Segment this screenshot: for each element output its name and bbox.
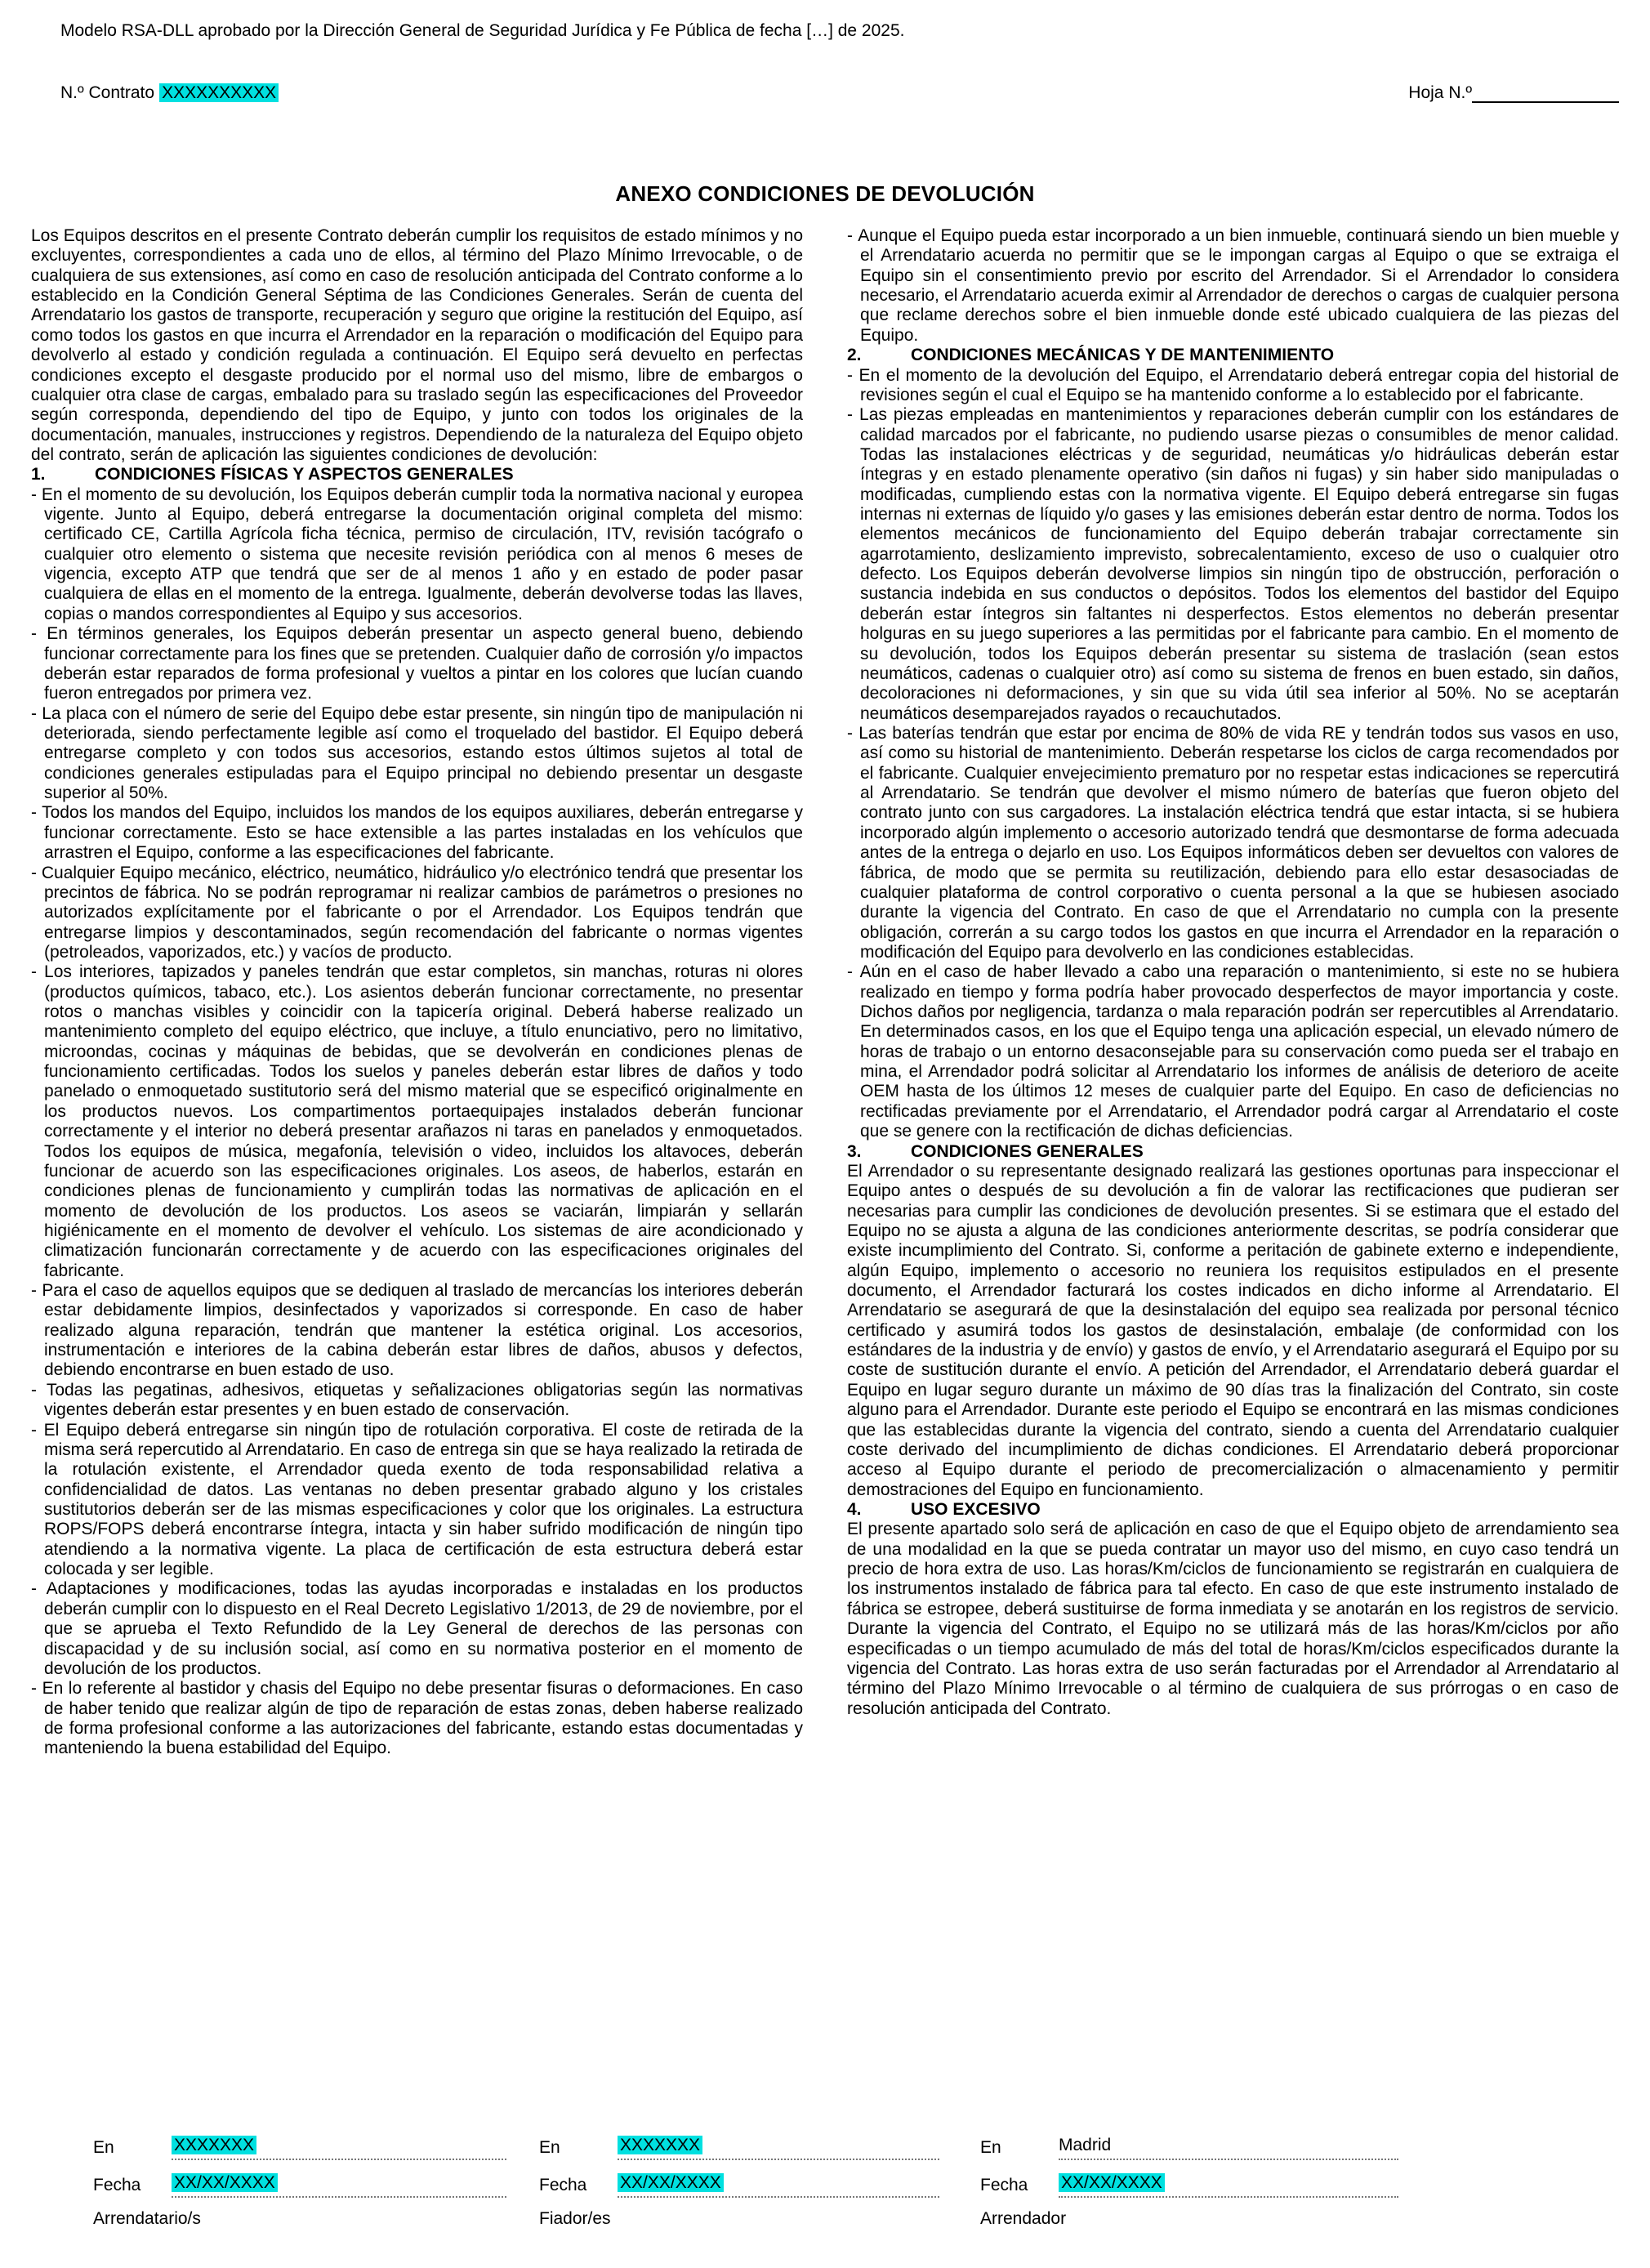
sig-date-line <box>1059 2173 1398 2198</box>
sig-place-label: En <box>980 2138 1001 2157</box>
clause-item: - Todas las pegatinas, adhesivos, etiquetas y señalizaciones obligatorias según las normativas vigentes deberán estar presentes y en buen estado de conservación. <box>31 1381 803 1421</box>
sig-place-row <box>539 2123 939 2160</box>
clause-item: - Los interiores, tapizados y paneles tendrán que estar completos, sin manchas, roturas ni olores (productos químicos, tabaco, etc.). Los asientos deberán funcionar correctamente, no presentar rotos o manchas visibles y coincidir con la tapicería original. Deberá haberse realizado un mantenimiento completo del equipo eléctrico, que incluye, a título enunciativo, pero no limitativo, microondas, cocinas y máquinas de bebidas, que se devolverán en condiciones plenas de funcionamiento certificadas. Todos los suelos y paneles deberán estar libres de daños y todo panelado o enmoquetado sustitutorio será del mismo material que se especificó originalmente en los productos nuevos. Los compartimentos portaequipajes instalados deberán funcionar correctamente y el interior no deberá presentar arañazos ni taras en panelados y enmoquetados. Todos los equipos de música, megafonía, televisión o video, incluidos los altavoces, deberán funcionar de acuerdo son las especificaciones originales. Los aseos, de haberlos, estarán en condiciones plenas de funcionamiento y cumplirán todas las normativas de aplicación en el momento de devolución de los productos. Los aseos se vaciarán, limpiarán y sellarán higiénicamente en el momento de devolver el vehículo. Los sistemas de aire acondicionado y climatización funcionarán correctamente y de acuerdo con las especificaciones originales del fabricante. <box>31 962 803 1281</box>
section-number: 1. <box>31 465 46 484</box>
sig-place-row <box>980 2123 1398 2160</box>
sig-place-line <box>618 2136 939 2160</box>
clause-item: - La placa con el número de serie del Equipo debe estar presente, sin ningún tipo de manipulación ni deteriorada, siendo perfectamente legible así como el troquelado del bastidor. El Equipo deberá entregarse completo y con todos sus accesorios, estando estos últimos sujetos al total de condiciones generales estipuladas para el Equipo principal no debiendo presentar un desgaste superior al 50%. <box>31 704 803 804</box>
paragraph: El presente apartado solo será de aplicación en caso de que el Equipo objeto de arrendamiento sea de una modalidad en la que se pueda contratar un mayor uso del mismo, en cuyo caso tendrá un precio de hora extra de uso. Las horas/Km/ciclos de funcionamiento se registrarán en cualquiera de los instrumentos instalado de fábrica para tal efecto. En caso de que este instrumento instalado de fábrica se estropee, deberá sustituirse de forma inmediata y se anotarán en los registros de servicio. Durante la vigencia del Contrato, el Equipo no se utilizará más de las horas/Km/ciclos por año especificadas o un tiempo acumulado de más del total de horas/Km/ciclos especificados durante la vigencia del Contrato. Las horas extra de uso serán facturadas por el Arrendador al Arrendatario al término del Plazo Mínimo Irrevocable o al término de cualquiera de sus prórrogas o en caso de resolución anticipada del Contrato. <box>847 1520 1619 1718</box>
signature-block-fiador <box>539 2123 939 2229</box>
contract-number-line <box>60 83 279 103</box>
clause-item: - Aún en el caso de haber llevado a cabo una reparación o mantenimiento, si este no se hubiera realizado en tiempo y forma podría haber provocado desperfectos de mayor importancia y coste. Dichos daños por negligencia, tardanza o mala reparación podrán ser repercutibles al Arrendatario. En determinados casos, en los que el Equipo tenga una aplicación especial, un elevado número de horas de trabajo o un entorno desaconsejable para su conservación como pueda ser el trabajo en mina, el Arrendador podrá solicitar al Arrendatario los informes de análisis de deterioro de aceite OEM hasta de los últimos 12 meses de cualquier parte del Equipo. En caso de deficiencias no rectificadas previamente por el Arrendatario, el Arrendador podrá cargar al Arrendatario el coste que se genere con la rectificación de dichas deficiencias. <box>847 962 1619 1141</box>
clause-item: - En lo referente al bastidor y chasis del Equipo no debe presentar fisuras o deformaciones. En caso de haber tenido que realizar algún de tipo de reparación de estas zonas, deben haberse realizado de forma profesional conforme a las autorizaciones del fabricante, estando estas documentadas y manteniendo la buena estabilidad del Equipo. <box>31 1679 803 1758</box>
section-title: USO EXCESIVO <box>911 1500 1041 1519</box>
section-title: CONDICIONES MECÁNICAS Y DE MANTENIMIENTO <box>911 346 1335 365</box>
section-heading <box>847 1142 1619 1162</box>
sig-place-value: XXXXXXX <box>618 2136 702 2154</box>
sig-date-value: XX/XX/XXXX <box>172 2173 278 2192</box>
sig-date-row <box>539 2160 939 2198</box>
clause-item: - El Equipo deberá entregarse sin ningún tipo de rotulación corporativa. El coste de retirada de la misma será repercutido al Arrendatario. En caso de entrega sin que se haya realizado la retirada de la rotulación existente, el Arrendador queda exento de toda responsabilidad relativa a confidencialidad de datos. Las ventanas no deben presentar grabado alguno y los cristales sustitutorios deberán ser de las mismas especificaciones y color que los originales. La estructura ROPS/FOPS deberá encontrarse íntegra, intacta y sin haber sufrido modificación de ningún tipo atendiendo a la normativa vigente. La placa de certificación de esta estructura deberá estar colocada y ser legible. <box>31 1421 803 1580</box>
clause-item: - En el momento de su devolución, los Equipos deberán cumplir toda la normativa nacional y europea vigente. Junto al Equipo, deberá entregarse la documentación original completa del mismo: certificado CE, Cartilla Agrícola ficha técnica, permiso de circulación, ITV, revisión tacógrafo o cualquier otro elemento o sistema que necesite revisión periódica con al menos 6 meses de vigencia, excepto ATP que tendrá que ser de al menos 1 año y en estado de poder pasar cualquiera de ellas en el momento de la entrega. Igualmente, deberán devolverse todas las llaves, copias o mandos correspondientes al Equipo y sus accesorios. <box>31 485 803 625</box>
sig-date-label: Fecha <box>93 2176 141 2194</box>
sig-party-label: Arrendatario/s <box>93 2209 201 2228</box>
sig-place-label: En <box>539 2138 560 2157</box>
sig-date-label: Fecha <box>539 2176 587 2194</box>
sheet-number-line <box>1408 83 1619 103</box>
column-right <box>847 226 1619 1759</box>
clause-item: - Cualquier Equipo mecánico, eléctrico, neumático, hidráulico y/o electrónico tendrá que presentar los precintos de fábrica. No se podrán reprogramar ni realizar cambios de parámetros o presiones no autorizados explícitamente por el fabricante o por el Arrendador. Los Equipos tendrán que entregarse limpios y descontaminados, según recomendación del fabricante o normas vigentes (petroleados, vaporizados, etc.) y vacíos de producto. <box>31 864 803 963</box>
section-title: CONDICIONES GENERALES <box>911 1141 1144 1161</box>
section-number: 3. <box>847 1141 862 1161</box>
sig-place-line <box>172 2136 506 2160</box>
signature-footer <box>0 2123 1650 2268</box>
sig-party-label: Arrendador <box>980 2209 1067 2228</box>
sheet-number-blank <box>1472 85 1619 103</box>
section-number: 2. <box>847 346 862 365</box>
sig-place-row <box>93 2123 506 2160</box>
sig-place-line <box>1059 2136 1398 2160</box>
document-columns <box>31 226 1619 1759</box>
sheet-number-label: Hoja N.º <box>1408 83 1472 102</box>
page-title: ANEXO CONDICIONES DE DEVOLUCIÓN <box>615 181 1035 206</box>
header-row <box>31 83 1619 103</box>
clause-item: - Las baterías tendrán que estar por encima de 80% de vida RE y tendrán todos sus vasos en uso, así como su historial de mantenimiento. Deberán respetarse los ciclos de carga recomendados por el fabricante. Cualquier envejecimiento prematuro por no respetar estas indicaciones se repercutirá al Arrendatario. Se tendrán que devolver el mismo número de baterías que fueron objeto del contrato junto con sus cargadores. La instalación eléctrica tendrá que estar intacta, si se hubiera incorporado algún implemento o accesorio autorizado tendrá que desmontarse de forma adecuada antes de la entrega o dejarlo en uso. Los Equipos informáticos deben ser devueltos con valores de fábrica, de modo que se permita su reutilización, debiendo para ello estar desasociadas de cualquier plataforma de control corporativo o cuenta personal a la que se hubiesen asociado durante la vigencia del Contrato. En caso de que el Arrendatario no cumpla con la presente obligación, correrán a su cargo todos los gastos en que incurra el Arrendador en la reparación o modificación del Equipo para devolverlo en las condiciones establecidas. <box>847 724 1619 962</box>
clause-item: - Aunque el Equipo pueda estar incorporado a un bien inmueble, continuará siendo un bien mueble y el Arrendatario acuerda no permitir que se le impongan cargas al Equipo o que se extraiga el Equipo sin el consentimiento previo por escrito del Arrendador. Si el Arrendador lo considera necesario, el Arrendatario acuerda eximir al Arrendador de derechos o cargas de cualquier persona que reclame derechos sobre el bien inmueble donde esté ubicado cualquiera de las piezas del Equipo. <box>847 226 1619 346</box>
section-heading <box>31 465 803 484</box>
clause-item: - Todos los mandos del Equipo, incluidos los mandos de los equipos auxiliares, deberán entregarse y funcionar correctamente. Esto se hace extensible a las partes instaladas en los vehículos que arrastren el Equipo, conforme a las especificaciones del fabricante. <box>31 803 803 863</box>
clause-item: - Para el caso de aquellos equipos que se dediquen al traslado de mercancías los interiores deberán estar debidamente limpios, desinfectados y vaporizados si corresponde. En caso de haber realizado alguna reparación, tendrán que mantener la estética original. Los accesorios, instrumentación e interiores de la cabina deberán estar libres de daños, abusos y defectos, debiendo encontrarse en buen estado de uso. <box>31 1281 803 1381</box>
sig-date-row <box>93 2160 506 2198</box>
paragraph: El Arrendador o su representante designado realizará las gestiones oportunas para inspeccionar el Equipo antes o después de su devolución a fin de valorar las rectificaciones que pudieran ser necesarias para cumplir las condiciones de devolución presentes. Si se estimara que el estado del Equipo no se ajusta a alguna de las condiciones anteriormente descritas, se podría considerar que existe incumplimiento del Contrato. Si, conforme a peritación de gabinete externo e independiente, algún Equipo, implemento o accesorio no reuniera los requisitos estipulados en el presente documento, el Arrendador facturará los costes indicados en dicho informe al Arrendatario. El Arrendatario se asegurará de que la desinstalación del equipo sea realizada por personal técnico certificado y asumirá todos los gastos de desinstalación, embalaje (de conformidad con los estándares de la industria y de envío) y gastos de envío, y el Arrendatario asegurará el Equipo por su coste de sustitución durante el envío. A petición del Arrendador, el Arrendatario deberá guardar el Equipo en lugar seguro durante un máximo de 90 días tras la finalización del Contrato, sin coste alguno para el Arrendador. Durante este periodo el Equipo se encontrará en las mismas condiciones que las establecidas durante la vigencia del contrato, siendo a cuenta del Arrendatario cualquier coste derivado del incumplimiento de dichas condiciones. El Arrendatario deberá proporcionar acceso al Equipo durante el periodo de precomercialización o almacenamiento y permitir demostraciones del Equipo en funcionamiento. <box>847 1161 1619 1499</box>
sig-place-value: Madrid <box>1059 2136 1112 2154</box>
column-left <box>31 226 803 1759</box>
contract-number-value: XXXXXXXXXX <box>159 83 279 102</box>
clause-item: - Adaptaciones y modificaciones, todas las ayudas incorporadas e instaladas en los productos deberán cumplir con lo dispuesto en el Real Decreto Legislativo 1/2013, de 29 de noviembre, por el que se aprueba el Texto Refundido de la Ley General de derechos de las personas con discapacidad y de su inclusión social, así como en su normativa posterior en el momento de devolución de los productos. <box>31 1579 803 1679</box>
sig-date-line <box>172 2173 506 2198</box>
sig-date-value: XX/XX/XXXX <box>1059 2173 1165 2192</box>
clause-item: - En el momento de la devolución del Equipo, el Arrendatario deberá entregar copia del historial de revisiones según el cual el Equipo se ha mantenido conforme a lo establecido por el fabricante. <box>847 366 1619 406</box>
signature-block-arrendatario <box>93 2123 506 2229</box>
sig-date-line <box>618 2173 939 2198</box>
sig-party-label: Fiador/es <box>539 2209 611 2228</box>
sig-date-label: Fecha <box>980 2176 1028 2194</box>
signature-block-arrendador <box>980 2123 1398 2229</box>
clause-item: - Las piezas empleadas en mantenimientos y reparaciones deberán cumplir con los estándares de calidad marcados por el fabricante, no pudiendo usarse piezas o consumibles de menor calidad. Todas las instalaciones eléctricas y de seguridad, neumáticas y/o hidráulicas deberán estar íntegras y en estado plenamente operativo (sin daños ni fugas) y sin haber sido manipuladas o modificadas, cumpliendo estas con la normativa vigente. El Equipo deberá entregarse sin fugas internas ni externas de líquido y/o gases y las emisiones deberán estar dentro de norma. Todos los elementos mecánicos de funcionamiento del Equipo deberán trabajar correctamente sin agarrotamiento, deslizamiento imprevisto, sobrecalentamiento, exceso de uso o cualquier otro defecto. Los Equipos deberán devolverse limpios sin ningún tipo de obstrucción, perforación o sustancia indebida en sus conductos o depósitos. Todos los elementos del bastidor del Equipo deberán estar íntegros sin faltantes ni desperfectos. Estos elementos no deberán presentar holguras en su juego superiores a las permitidas por el fabricante para cambio. En el momento de su devolución, todos los Equipos deberán presentar su sistema de traslación (sean estos neumáticos, cadenas o cualquier otro) así como su sistema de frenos en buen estado, sin daños, decoloraciones ni deformaciones, y sin que su vida útil sea inferior al 50%. No se aceptarán neumáticos desemparejados rayados o recauchutados. <box>847 405 1619 724</box>
section-heading <box>847 346 1619 365</box>
sig-place-value: XXXXXXX <box>172 2136 256 2154</box>
paragraph: Los Equipos descritos en el presente Contrato deberán cumplir los requisitos de estado mínimos y no excluyentes, correspondientes a cada uno de ellos, al término del Plazo Mínimo Irrevocable, o de cualquiera de sus extensiones, así como en caso de resolución anticipada del Contrato conforme a lo establecido en la Condición General Séptima de las Condiciones Generales. Serán de cuenta del Arrendatario los gastos de transporte, recuperación y seguro que origine la restitución del Equipo, así como todos los gastos en que incurra el Arrendador en la reparación o modificación del Equipo para devolverlo al estado y condición regulada a continuación. El Equipo será devuelto en perfectas condiciones excepto el desgaste producido por el normal uso del mismo, libre de embargos o cualquier otra clase de cargas, embalado para su traslado según las especificaciones del Proveedor según corresponda, dependiendo del tipo de Equipo, y junto con todos los originales de la documentación, manuales, instrucciones y registros. Dependiendo de la naturaleza del Equipo objeto del contrato, serán de aplicación las siguientes condiciones de devolución: <box>31 226 803 464</box>
sig-date-row <box>980 2160 1398 2198</box>
sig-date-value: XX/XX/XXXX <box>618 2173 724 2192</box>
sig-place-label: En <box>93 2138 114 2157</box>
clause-item: - En términos generales, los Equipos deberán presentar un aspecto general bueno, debiendo funcionar correctamente para los fines que se pretenden. Cualquier daño de corrosión y/o impactos deberán estar reparados de forma profesional y vueltos a pintar en los colores que lucían cuando fueron entregados por primera vez. <box>31 624 803 703</box>
section-heading <box>847 1500 1619 1520</box>
section-title: CONDICIONES FÍSICAS Y ASPECTOS GENERALES <box>95 465 514 484</box>
section-number: 4. <box>847 1500 862 1519</box>
contract-number-label: N.º Contrato <box>60 83 155 102</box>
model-approval-line: Modelo RSA-DLL aprobado por la Dirección General de Seguridad Jurídica y Fe Pública de fecha […] de 2025. <box>60 21 905 40</box>
